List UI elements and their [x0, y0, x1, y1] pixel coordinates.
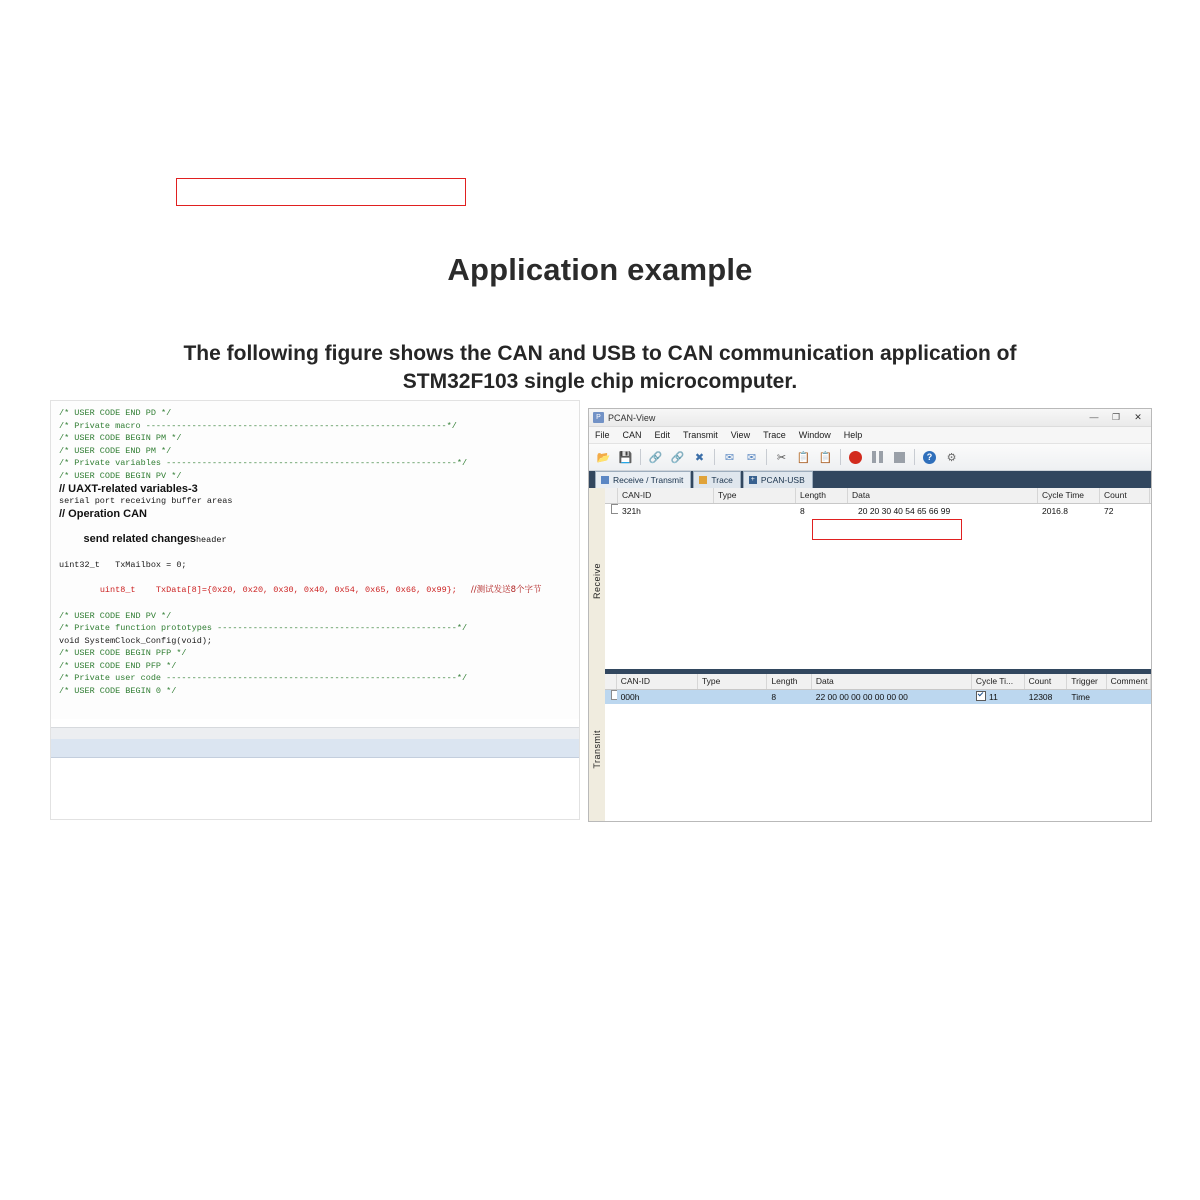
tab-label: Receive / Transmit	[613, 475, 684, 485]
settings-icon[interactable]: ⚙	[946, 451, 957, 464]
menu-transmit[interactable]: Transmit	[683, 430, 718, 440]
code-line: /* USER CODE END PFP */	[59, 660, 177, 671]
open-folder-icon[interactable]: 📂	[596, 451, 611, 464]
code-line: // Operation CAN	[59, 507, 148, 520]
cell-cycle-value: 11	[989, 692, 998, 702]
receive-pane-label	[589, 488, 606, 674]
code-line: /* USER CODE END PV */	[59, 610, 172, 621]
header-length[interactable]: Length	[796, 488, 848, 503]
tab-label: Trace	[711, 475, 733, 485]
menu-edit[interactable]: Edit	[654, 430, 671, 440]
editor-status-bar	[51, 739, 579, 758]
cell-trigger: Time	[1071, 692, 1090, 702]
message-panes	[589, 488, 1151, 822]
tab-bar	[589, 471, 1151, 488]
transmit-grid[interactable]	[605, 674, 1151, 822]
receive-label-text: Receive	[592, 562, 602, 599]
toolbar-separator	[840, 449, 841, 465]
cell-type	[698, 690, 768, 704]
paste-icon[interactable]: 📋	[818, 451, 833, 464]
row-icon	[605, 690, 617, 704]
header-data[interactable]: Data	[812, 674, 972, 689]
menu-view[interactable]: View	[730, 430, 751, 440]
header-count[interactable]: Count	[1025, 674, 1068, 689]
code-line	[59, 572, 571, 610]
page-subtitle: The following figure shows the CAN and USB to CAN communication application of STM32F103 single chip microcomputer.	[183, 342, 1017, 394]
toolbar-separator	[640, 449, 641, 465]
header-length[interactable]: Length	[767, 674, 811, 689]
cell-length: 8	[771, 692, 777, 702]
code-line: /* USER CODE END PM */	[59, 445, 172, 456]
code-line: /* Private macro -----------------------------------------------------------*/	[59, 420, 457, 431]
code-line: /* Private user code ---------------------------------------------------------*/	[59, 673, 468, 684]
table-row[interactable]	[605, 504, 1151, 518]
cell-data: 22 00 00 00 00 00 00 00	[815, 692, 908, 702]
cell-type	[714, 504, 796, 518]
row-icon	[605, 504, 618, 518]
code-annotation-cn: //测试发送8个字节	[470, 585, 542, 596]
save-icon[interactable]: 💾	[618, 451, 633, 464]
code-line: /* USER CODE END PD */	[59, 408, 172, 418]
header-comment[interactable]: Comment	[1107, 674, 1151, 689]
menu-help[interactable]: Help	[843, 430, 863, 440]
stop-icon[interactable]	[890, 448, 909, 467]
code-line: serial port receiving buffer areas	[59, 496, 233, 507]
toolbar-separator	[714, 449, 715, 465]
cell-can-id: 000h	[620, 692, 640, 702]
window-titlebar[interactable]	[589, 409, 1151, 427]
code-line: uint32_t TxMailbox = 0;	[59, 560, 187, 571]
window-controls	[1083, 409, 1149, 426]
tab-receive-transmit[interactable]	[595, 471, 691, 488]
code-line: /* USER CODE BEGIN PFP */	[59, 648, 187, 659]
tab-pcan-usb[interactable]	[743, 471, 813, 488]
cell-data: 20 20 30 40 54 65 66 99	[858, 506, 951, 516]
header-icon-col	[605, 674, 617, 689]
transmit-pane-label	[589, 674, 606, 822]
help-icon[interactable]: ?	[920, 448, 939, 467]
code-line: // UAXT-related variables-3	[59, 482, 198, 495]
trace-icon	[699, 476, 707, 484]
tx-data-highlight-box	[176, 178, 466, 206]
tab-label: PCAN-USB	[760, 475, 805, 485]
cell-cycle-time: 2016.8	[1042, 506, 1068, 516]
header-type[interactable]: Type	[698, 674, 768, 689]
menu-window[interactable]: Window	[798, 430, 831, 440]
header-can-id[interactable]: CAN-ID	[618, 488, 714, 503]
cell-can-id: 321h	[622, 506, 641, 516]
header-count[interactable]: Count	[1100, 488, 1150, 503]
cell-comment	[1107, 690, 1151, 704]
toolbar-separator	[766, 449, 767, 465]
toolbar	[589, 444, 1151, 471]
pause-icon[interactable]	[868, 448, 887, 467]
window-title: PCAN-View	[608, 412, 656, 423]
header-cycle-time[interactable]: Cycle Ti...	[972, 674, 1025, 689]
menu-bar	[589, 427, 1151, 444]
code-line: /* USER CODE BEGIN 0 */	[59, 686, 177, 697]
link-icon[interactable]: 🔗	[648, 451, 663, 464]
code-text-area	[51, 401, 579, 719]
code-line: /* USER CODE BEGIN PM */	[59, 433, 182, 444]
cell-count: 72	[1104, 506, 1114, 516]
code-editor-screenshot	[50, 400, 580, 820]
header-annotation: header	[195, 534, 227, 545]
receive-grid-header	[605, 488, 1151, 504]
record-icon[interactable]	[846, 448, 865, 467]
cell-length: 8	[800, 506, 805, 516]
page-title: Application example	[447, 252, 753, 287]
cell-count: 12308	[1028, 692, 1053, 702]
usb-icon: +	[750, 476, 755, 483]
code-line: /* USER CODE BEGIN PV */	[59, 470, 182, 481]
code-line: void SystemClock_Config(void);	[59, 635, 213, 646]
menu-trace[interactable]: Trace	[763, 430, 786, 440]
menu-file[interactable]: File	[595, 430, 610, 440]
header-icon-col	[605, 488, 618, 503]
app-icon: P	[593, 412, 604, 423]
cell-cycle-time[interactable]	[972, 690, 1025, 704]
table-row[interactable]	[605, 690, 1151, 704]
cycle-checkbox[interactable]	[976, 691, 986, 701]
toolbar-separator	[914, 449, 915, 465]
header-type[interactable]: Type	[714, 488, 796, 503]
receive-grid[interactable]	[605, 488, 1151, 674]
copy-icon[interactable]: 📋	[796, 451, 811, 464]
header-trigger[interactable]: Trigger	[1067, 674, 1106, 689]
envelope-icon[interactable]: ✉	[724, 451, 735, 464]
close-button[interactable]: ✕	[1134, 412, 1142, 422]
code-line-text: send related changes	[83, 532, 196, 545]
header-can-id[interactable]: CAN-ID	[617, 674, 698, 689]
link-broken-icon[interactable]: 🔗	[670, 451, 685, 464]
grid-icon	[601, 476, 609, 484]
transmit-grid-header	[605, 674, 1151, 690]
cut-icon[interactable]: ✂	[776, 451, 787, 464]
maximize-button[interactable]: ❐	[1111, 412, 1121, 422]
envelope-edit-icon[interactable]: ✉	[746, 451, 757, 464]
tab-trace[interactable]	[693, 471, 740, 488]
transmit-label-text: Transmit	[592, 729, 602, 769]
code-line	[59, 520, 571, 559]
code-line-text: uint8_t TxData[8]={0x20, 0x20, 0x30, 0x40, 0x54, 0x65, 0x66, 0x99};	[99, 585, 457, 596]
minimize-button[interactable]: —	[1089, 412, 1099, 422]
pcan-view-window	[588, 408, 1152, 822]
delete-icon[interactable]: ✖	[694, 451, 705, 464]
header-cycle-time[interactable]: Cycle Time	[1038, 488, 1100, 503]
code-line: /* Private function prototypes -----------------------------------------------*/	[59, 623, 468, 634]
menu-can[interactable]: CAN	[622, 430, 642, 440]
code-line: /* Private variables ---------------------------------------------------------*/	[59, 458, 468, 469]
header-data[interactable]: Data	[848, 488, 1038, 503]
